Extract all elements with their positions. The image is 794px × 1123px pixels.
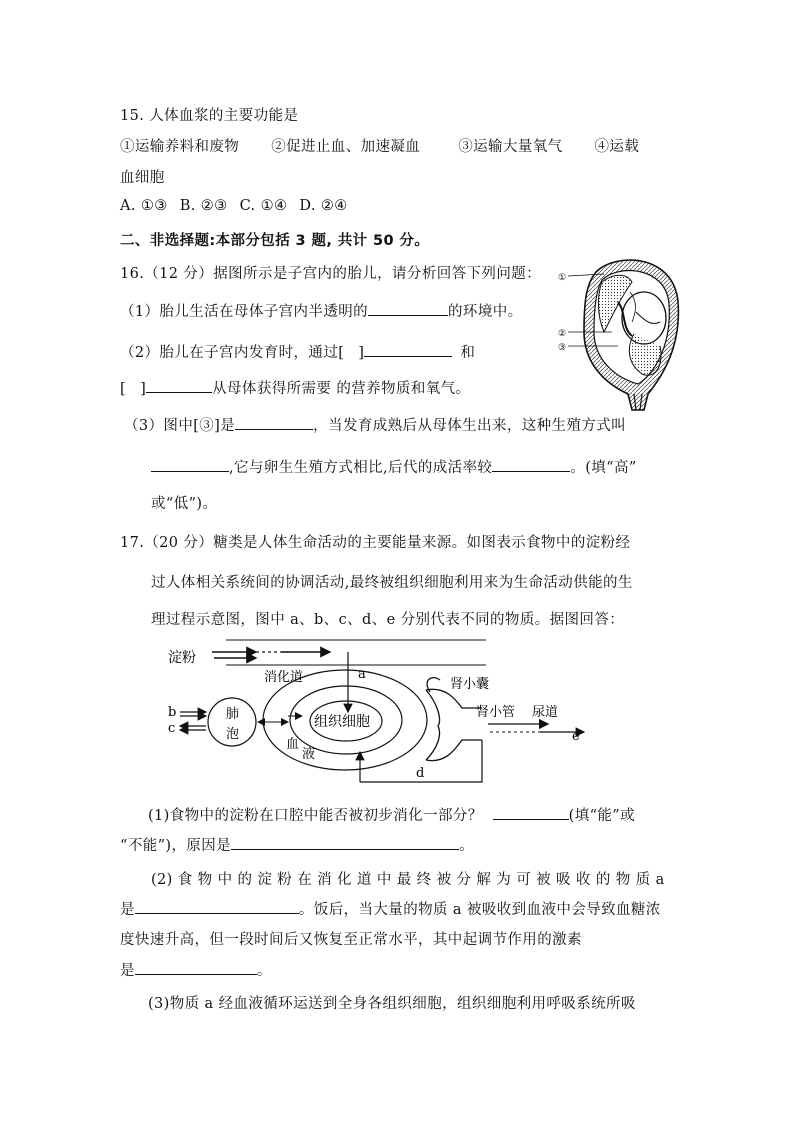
q16-p2-bracket-open: [ [120, 381, 127, 397]
uterus-fetus-figure [556, 252, 682, 414]
q16-p3-text: （3）图中[③]是 [124, 418, 236, 434]
q17-s2-text: 。饭后，当大量的物质 a 被吸收到血液中会导致血糖浓 [298, 902, 661, 918]
q17-stem-line-3: 理过程示意图，图中 a、b、c、d、e 分别代表不同的物质。据图回答： [151, 612, 625, 628]
q16-part3-cont [151, 456, 637, 477]
figure-label-1: ① [558, 273, 567, 283]
q16-blank-6[interactable] [492, 457, 570, 472]
q16-part3 [124, 414, 626, 435]
q17-sub2-line4 [120, 959, 272, 980]
diagram-label-b: b [168, 705, 177, 720]
q16-blank-2[interactable] [364, 342, 452, 357]
q17-sub1-cont [120, 834, 474, 855]
q16-stem: 16.（12 分）据图所示是子宫内的胎儿，请分析回答下列问题： [120, 266, 542, 282]
diagram-tissue-cell: 组织细胞 [314, 714, 370, 730]
q16-p2-and: 和 [460, 345, 476, 361]
q16-p3-text-4: 。(填“高” [570, 460, 637, 476]
diagram-capsule: 肾小囊 [450, 677, 490, 692]
diagram-starch: 淀粉 [168, 650, 196, 666]
figure-label-2: ② [558, 329, 567, 339]
q15-choice-b: B. ②③ [179, 198, 228, 214]
q15-choice-a: A. ①③ [120, 198, 168, 214]
q17-blank-3[interactable] [135, 899, 299, 914]
q17-s2-end: 。 [256, 963, 272, 979]
q17-sub2: (2) 食 物 中 的 淀 粉 在 消 化 道 中 最 终 被 分 解 为 可 被 吸 收 的 物 质 a [151, 872, 665, 888]
section-heading: 二、非选择题:本部分包括 3 题, 共计 50 分。 [120, 233, 430, 249]
q17-s1-hint: (填“能”或 [568, 808, 636, 824]
q17-s1-text: (1)食物中的淀粉在口腔中能否被初步消化一部分？ [148, 808, 483, 824]
diagram-tubule: 肾小管 [476, 705, 516, 720]
q17-blank-1[interactable] [493, 805, 569, 820]
q15-option-1: ①运输养料和废物 [120, 139, 240, 155]
diagram-label-a: a [358, 667, 366, 682]
q15-choice-c: C. ①④ [239, 198, 288, 214]
diagram-label-d: d [416, 766, 425, 781]
q16-part2-cont [120, 377, 470, 398]
q16-blank-1[interactable] [368, 301, 448, 316]
diagram-label-e: e [572, 729, 580, 744]
q16-p3-text-3: ,它与卵生生殖方式相比,后代的成活率较 [229, 460, 493, 476]
q15-choices [120, 198, 348, 214]
q15-options-line [120, 135, 639, 156]
q16-part3-end: 或“低”)。 [151, 496, 218, 512]
diagram-digestive-tract: 消化道 [264, 670, 304, 685]
q16-p2-bracket-close: ] [140, 381, 147, 397]
q17-blank-4[interactable] [135, 960, 257, 975]
diagram-blood-2: 液 [302, 747, 316, 762]
q16-p2-text: （2）胎儿在子宫内发育时，通过[ [120, 345, 345, 361]
renal-capsule [426, 689, 482, 760]
q17-sub3: (3)物质 a 经血液循环运送到全身各组织细胞，组织细胞利用呼吸系统所吸 [148, 996, 636, 1012]
diagram-label-c: c [168, 721, 176, 736]
q17-sub2-cont [120, 898, 661, 919]
q17-stem-line-1: 17.（20 分）糖类是人体生命活动的主要能量来源。如图表示食物中的淀粉经 [120, 535, 631, 551]
q15-choice-d: D. ②④ [299, 198, 348, 214]
q16-p3-text-2: ，当发育成熟后从母体生出来，这种生殖方式叫 [313, 418, 627, 434]
q16-p1-text: （1）胎儿生活在母体子宫内半透明的 [120, 304, 369, 320]
q16-part2 [120, 341, 475, 362]
q16-p1-end: 的环境中。 [448, 304, 523, 320]
fetus [622, 292, 666, 344]
metabolism-diagram [160, 630, 600, 820]
q16-p2-rest: 从母体获得所需要 的营养物质和氧气。 [212, 381, 471, 397]
q15-option-4: ④运载 [594, 139, 640, 155]
q16-part1 [120, 300, 523, 321]
q17-sub2-line3: 度快速升高，但一段时间后又恢复至正常水平，其中起调节作用的激素 [120, 932, 582, 948]
q15-option-3: ③运输大量氧气 [458, 139, 563, 155]
q15-option-2: ②促进止血、加速凝血 [271, 139, 421, 155]
q17-blank-2[interactable] [231, 835, 459, 850]
q17-stem-line-2: 过人体相关系统间的协调活动,最终被组织细胞利用来为生命活动供能的生 [151, 575, 633, 591]
q17-sub1 [148, 804, 635, 825]
figure-label-3: ③ [558, 343, 567, 353]
q17-s1-end: 。 [459, 838, 474, 854]
diagram-alveoli-1: 肺 [226, 707, 240, 722]
diagram-blood-1: 血 [286, 737, 300, 752]
q17-s2-is: 是 [120, 902, 135, 918]
q16-blank-5[interactable] [151, 457, 229, 472]
q15-option-4-cont: 血细胞 [120, 170, 165, 186]
q17-s1-reason: “不能”)，原因是 [120, 838, 232, 854]
diagram-urethra: 尿道 [532, 705, 559, 720]
q16-blank-3[interactable] [146, 378, 212, 393]
diagram-alveoli-2: 泡 [226, 727, 240, 742]
q16-blank-4[interactable] [235, 415, 313, 430]
q15-stem: 15. 人体血浆的主要功能是 [120, 108, 299, 124]
q17-s2-is-2: 是 [120, 963, 135, 979]
q16-p2-bracket: ] [358, 345, 365, 361]
